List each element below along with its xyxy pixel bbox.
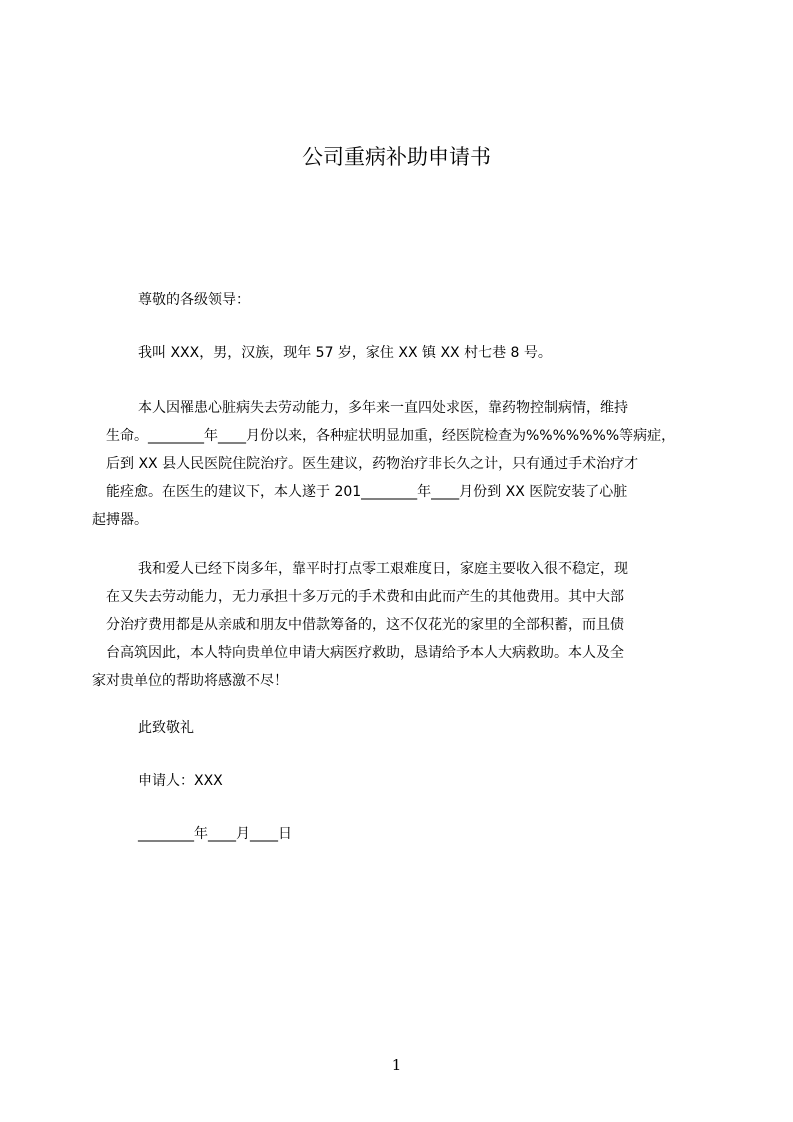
closing-salutation: 此致敬礼 — [138, 720, 194, 736]
page-number: 1 — [391, 1056, 402, 1074]
paragraph-line: 台高筑因此，本人特向贵单位申请大病医疗救助，恳请给予本人大病救助。本人及全 — [106, 645, 624, 661]
page-title: 公司重病补助申请书 — [302, 145, 491, 169]
paragraph-line: 我和爱人已经下岗多年，靠平时打点零工艰难度日，家庭主要收入很不稳定，现 — [138, 561, 628, 577]
paragraph-line: 生命。________年____月份以来，各种症状明显加重，经医院检查为%%%%%%%等病症， — [106, 428, 676, 444]
paragraph-line: 分治疗费用都是从亲戚和朋友中借款筹备的，这不仅花光的家里的全部积蓄，而且债 — [106, 617, 624, 633]
paragraph-line: 本人因罹患心脏病失去劳动能力，多年来一直四处求医，靠药物控制病情，维持 — [138, 400, 628, 416]
body-paragraph-2 — [92, 560, 696, 690]
paragraph-line: 后到 XX 县人民医院住院治疗。医生建议，药物治疗非长久之计，只有通过手术治疗才 — [106, 456, 639, 472]
paragraph-line: 在又失去劳动能力，无力承担十多万元的手术费和由此而产生的其他费用。其中大部 — [106, 589, 624, 605]
body-paragraph-1 — [92, 399, 696, 529]
date-line: ________年____月____日 — [138, 826, 292, 842]
paragraph-line: 家对贵单位的帮助将感激不尽！ — [92, 673, 288, 689]
applicant-line: 申请人：XXX — [138, 773, 223, 789]
intro-paragraph: 我叫 XXX，男，汉族，现年 57 岁，家住 XX 镇 XX 村七巷 8 号。 — [138, 345, 552, 361]
salutation: 尊敬的各级领导： — [138, 292, 250, 308]
paragraph-line: 能痊愈。在医生的建议下，本人遂于 201________年____月份到 XX 医院安装了心脏 — [106, 484, 628, 500]
paragraph-line: 起搏器。 — [92, 512, 148, 528]
